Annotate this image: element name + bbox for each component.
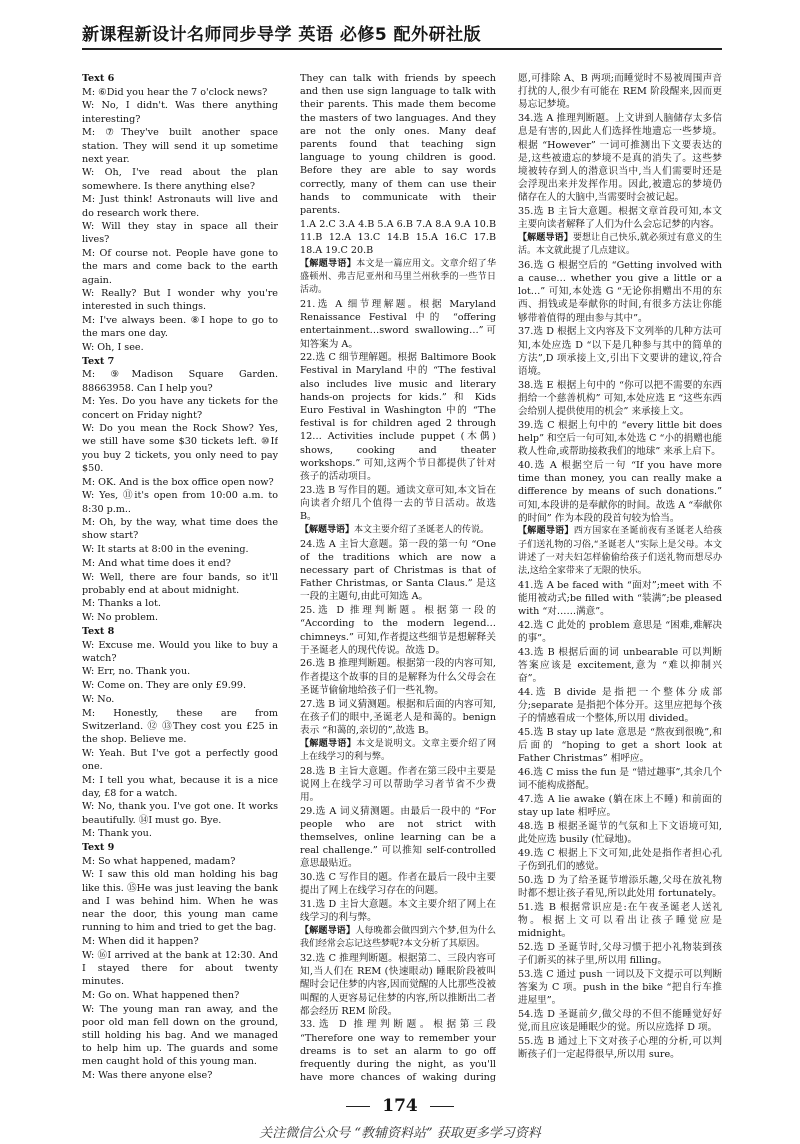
analysis-tag: 【解题导语】 [300, 926, 356, 936]
text-line: M: OK. And is the box office open now? [82, 476, 274, 488]
text-line: 23.选 B 写作目的题。通读文章可知,本文旨在向读者介绍几个值得一去的节日活动。故选 B。 [300, 484, 496, 523]
text-line: W: Excuse me. Would you like to buy a watch? [82, 639, 278, 664]
text-line: M: Was there anyone else? [82, 1070, 213, 1082]
text-line: W: I saw this old man holding his bag like this. ⑮He was just leaving the bank and I was behind him. When he was near the door, this young man came running to him and tried to get the bag. [82, 869, 278, 934]
text-line: W: It starts at 8:00 in the evening. [82, 544, 249, 556]
page-number [0, 1096, 800, 1116]
text-line: 28.选 B 主旨大意题。作者在第三段中主要是说网上在线学习可以帮助学习者节省不少费用。 [300, 765, 496, 803]
text-line: W: No problem. [82, 612, 159, 624]
analysis-note [518, 525, 722, 578]
text-line: 51.选 B 根据常识应是:在午夜圣诞老人送礼物。根据上文可以看出让孩子睡觉应是 midnight。 [518, 901, 722, 939]
analysis-tag: 【解题导语】 [300, 738, 357, 749]
text-line: W: Well, there are four bands, so it'll probably end at about midnight. [82, 571, 278, 596]
analysis-text: 人每晚都会做四到六个梦,但为什么我们经常会忘记这些梦呢?本文分析了其原因。 [300, 926, 496, 950]
section-heading: Text 9 [82, 842, 115, 854]
text-line: W: No, I didn't. Was there anything interesting? [82, 100, 278, 125]
text-line: 55.选 B 通过上下文对孩子心理的分析,可以判断孩子们一定起得很早,所以用 sure。 [518, 1035, 722, 1060]
text-line: 30.选 C 写作目的题。作者在最后一段中主要提出了网上在线学习存在的问题。 [300, 872, 496, 897]
text-line: W: No, thank you. I've got one. It works beautifully. ⑭I must go. Bye. [82, 801, 278, 826]
text-line: 46.选 C miss the fun 是 “错过趣事”,其余几个词不能构成搭配。 [518, 767, 722, 792]
text-line: W: Come on. They are only £9.99. [82, 680, 247, 692]
text-line: 44.选 B divide 是指把一个整体分成部分;separate 是指把个体分开。这里应把每个孩子的情感看成一个整体,所以用 divided。 [518, 686, 722, 725]
analysis-text: 西方国家在圣诞前夜有圣诞老人给孩子们送礼物的习俗,“圣诞老人”实际上是父母。本文讲述了一对夫妇怎样偷偷给孩子们送礼物而想尽办法,这给全家带来了无限的快乐。 [518, 526, 722, 577]
text-line: W: The young man ran away, and the poor old man fell down on the ground, still holding his bag. And we managed to help him up. The guards and some men caught hold of this young man. [82, 1003, 278, 1068]
analysis-text: 本文是说明文。文章主要介绍了网上在线学习的利与弊。 [300, 738, 496, 762]
text-line: 25.选 D 推理判断题。根据第一段的 “According to the modern legend… chimneys.” 可知,作者提这些细节是想解释关于圣诞老人的现代传说。故选 D。 [300, 605, 496, 656]
text-line: W: ⑯I arrived at the bank at 12:30. And I stayed there for about twenty minutes. [82, 949, 278, 988]
column-middle [300, 72, 496, 1082]
section-heading: Text 8 [82, 625, 115, 637]
text-line: M: I've always been. ⑧I hope to go to the mars one day. [82, 315, 278, 340]
text-line: 22.选 C 细节理解题。根据 Baltimore Book Festival in Maryland 中的 “The festival also includes live music and literary hands-on projects for kids.” 和 Kids Euro Festival in Washington 中的 “The festival is for children aged 2 through 12… Activities include puppet (木偶) shows, cooking and theater workshops.” 可知,这两个节日都提供了针对孩子的活动项目。 [300, 352, 496, 483]
text-line: W: Oh, I've read about the plan somewhere. Is there anything else? [82, 167, 278, 192]
text-line: 37.选 D 根据上文内容及下文列举的几种方法可知,本处应选 D “以下是几种参与其中的简单的方法”,D 项承接上文,引出下文要讲的建议,符合语境。 [518, 326, 722, 377]
text-line: M: Just think! Astronauts will live and do research work there. [82, 194, 278, 219]
text-line: 26.选 B 推理判断题。根据第一段的内容可知,作者提这个故事的目的是解释为什么父母会在圣诞节偷偷地给孩子们一些礼物。 [300, 658, 496, 696]
text-line: 33.选 D 推理判断题。根据第三段 “Therefore one way to remember your dreams is to set an alarm to go off frequently during the night, as you'll have more chances of waking during [300, 1019, 496, 1082]
analysis-text: 本文主要介绍了圣诞老人的传说。 [354, 524, 490, 535]
text-line: 52.选 D 圣诞节时,父母习惯于把小礼物装到孩子们新买的袜子里,所以用 filling。 [518, 941, 722, 966]
text-line: M: Oh, by the way, what time does the show start? [82, 517, 278, 542]
text-line: 48.选 B 根据圣诞节的气氛和上下文语境可知,此处应选 busily (忙碌地)。 [518, 820, 722, 846]
text-line: 39.选 C 根据上句中的 “every little bit does help” 和空后一句可知,本处选 C “小的捐赠也能救人性命,或帮助接救我们的地球” 来承上启下。 [518, 419, 722, 458]
text-line: W: No. [82, 693, 115, 705]
text-line: 43.选 B 根据后面的词 unbearable 可以判断答案应该是 excitement,意为 “难以抑制兴奋”。 [518, 646, 722, 685]
text-line: 53.选 C 通过 push 一词以及下文提示可以判断答案为 C 项。push in the bike “把自行车推进屋里”。 [518, 968, 722, 1007]
text-line: M: So what happened, madam? [82, 855, 236, 867]
section-heading: Text 7 [82, 355, 115, 367]
text-line: M: Go on. What happened then? [82, 989, 240, 1001]
text-line: 40.选 A 根据空后一句 “If you have more time than money, you can really make a difference by means of such donations.” 可知,本段讲的是奉献你的时间。故选 A “奉献你的时间” 作为本段的段首句较为恰当。 [518, 459, 722, 524]
text-line: M: And what time does it end? [82, 557, 231, 569]
page-number-dash-right [430, 1106, 454, 1107]
page-header: 新课程新设计名师同步导学 英语 必修5 配外研社版 [82, 25, 482, 45]
text-line: 34.选 A 推理判断题。上文讲到人脑储存太多信息是有害的,因此人们选择性地遗忘一些梦境。根据 “However” 一词可推测出下文要表达的是,这些被遗忘的梦境不是真的消失了。这些梦境被转存到人的潜意识当中,当人们需要时还是会浮现出来并发挥作用。因此,被遗忘的梦境仍储存在人的大脑中,当需要时会被记起。 [518, 113, 722, 204]
text-line: W: Do you mean the Rock Show? Yes, we still have some $30 tickets left. ⑩If you buy 2 tickets, you only need to pay $50. [82, 423, 278, 474]
text-line: 愿,可排除 A、B 两项;而睡觉时不易被周围声音打扰的人,很少有可能在 REM 阶段醒来,因而更易忘记梦境。 [518, 73, 722, 111]
text-line: 21.选 A 细节理解题。根据 Maryland Renaissance Festival 中的 “offering entertainment…sword swallowing…”可知答案为 A。 [300, 298, 496, 350]
text-line: M: Thanks a lot. [82, 598, 161, 610]
text-line: W: Err, no. Thank you. [82, 666, 191, 678]
analysis-tag: 【解题导语】 [300, 524, 355, 535]
text-line: 32.选 C 推理判断题。根据第二、三段内容可知,当人们在 REM (快速眼动) 睡眠阶段被叫醒时会记住梦的内容,因而觉醒的人比那些没被叫醒的人更容易记住梦的内容,所以推断出二者都会经历 REM 阶段。 [300, 952, 496, 1017]
text-line: They can talk with friends by speech and then use sign language to talk with their parents. This made them become the masters of two languages. And they are not the only ones. Many deaf parents found that teaching sign language to young children is good. Before they are able to say words correctly, many of them can use their hands to communicate with their parents. [300, 73, 496, 217]
text-line: 36.选 G 根据空后的 “Getting involved with a cause… whether you give a little or a lot…” 可知,本处选 G “无论你捐赠出不用的东西、捐钱或是奉献你的时间,有很多方法让你能够带着值得的理由参与其中”。 [518, 259, 722, 324]
analysis-note [300, 925, 496, 951]
section-heading: Text 6 [82, 73, 115, 84]
text-line: W: Will they stay in space all their lives? [82, 221, 278, 246]
text-line: M: ⑥Did you hear the 7 o'clock news? [82, 86, 268, 98]
text-line: 35.选 B 主旨大意题。根据文章首段可知,本文主要向读者解释了人们为什么会忘记梦的内容。 [518, 206, 722, 231]
text-line: W: Yes, ⑪it's open from 10:00 a.m. to 8:30 p.m.. [82, 490, 278, 515]
analysis-tag: 【解题导语】 [518, 232, 573, 243]
column-left [82, 72, 278, 1082]
footer-note: 关注微信公众号 “教辅资料站” 获取更多学习资料 [259, 1126, 541, 1141]
text-line: M: ⑦They've built another space station. They will send it up sometime next year. [82, 127, 278, 165]
text-line: 54.选 D 圣诞前夕,做父母的不但不能睡觉好好觉,而且应该是睡眠少的觉。所以应选择 D 项。 [518, 1008, 722, 1033]
text-line: 47.选 A lie awake (躺在床上不睡) 和前面的 stay up late 相呼应。 [518, 793, 722, 819]
analysis-text: 要想让自己快乐,就必须过有意义的生活。本文就此提了几点建议。 [518, 232, 722, 257]
text-line: 1.A 2.C 3.A 4.B 5.A 6.B 7.A 8.A 9.A 10.B 11.B 12.A 13.C 14.B 15.A 16.C 17.B 18.A 19.C 20.B [300, 218, 496, 257]
page-number-dash-left [346, 1106, 370, 1107]
text-line: 49.选 C 根据上下文可知,此处是指作者担心孔子伤到孔们的感觉。 [518, 847, 722, 872]
text-line: W: Yeah. But I've got a perfectly good one. [82, 747, 278, 772]
text-line: M: I tell you what, because it is a nice day, £8 for a watch. [82, 774, 278, 799]
analysis-note [300, 524, 496, 537]
analysis-note [300, 258, 496, 298]
page-number-text: 174 [382, 1096, 418, 1116]
text-line: 24.选 A 主旨大意题。第一段的第一句 “One of the traditions which are now a necessary part of Christmas is that of Father Christmas, or Santa Claus.” 是这一段的主题句,由此可知选 A。 [300, 538, 496, 603]
text-line: 27.选 B 词义猜测题。根据和后面的内容可知,在孩子们的眼中,圣诞老人是和蔼的。benign 表示 “和蔼的,亲切的”,故选 B。 [300, 698, 496, 736]
text-line: M: Yes. Do you have any tickets for the concert on Friday night? [82, 396, 278, 421]
text-line: W: Oh, I see. [82, 342, 144, 354]
analysis-text: 本文是一篇应用文。文章介绍了华盛顿州、弗吉尼亚州和马里兰州秋季的一些节日活动。 [300, 258, 496, 296]
text-line: 45.选 B stay up late 意思是 “熬夜到很晚”,和后面的 “hoping to get a short look at Father Christmas” 相呼应。 [518, 726, 722, 765]
analysis-note [300, 738, 496, 764]
text-line: 38.选 E 根据上句中的 “你可以把不需要的东西捐给一个慈善机构” 可知,本处应选 E “这些东西会给别人提供使用的机会” 来承接上文。 [518, 379, 722, 418]
text-line: M: Of course not. People have gone to the mars and come back to the earth again. [82, 248, 278, 286]
analysis-note [518, 232, 722, 258]
text-line: 42.选 C 此处的 problem 意思是 “困难,难解决的事”。 [518, 619, 722, 645]
text-line: 50.选 D 为了给圣诞节增添乐趣,父母在放礼物时都不想让孩子看见,所以此处用 fortunately。 [518, 874, 722, 899]
text-line: M: ⑨Madison Square Garden. 88663958. Can I help you? [82, 369, 278, 394]
analysis-tag: 【解题导语】 [300, 258, 357, 269]
header-rule [82, 48, 722, 50]
text-line: 29.选 A 词义猜测题。由最后一段中的 “For people who are not strict with themselves, online learning can be a real challenge.” 可以推知 self-controlled 意思最贴近。 [300, 805, 496, 870]
text-line: M: Honestly, these are from Switzerland. ⑫ ⑬They cost you £25 in the shop. Believe me. [82, 707, 278, 745]
text-line: 31.选 D 主旨大意题。本文主要介绍了网上在线学习的利与弊。 [300, 899, 496, 924]
analysis-tag: 【解题导语】 [518, 526, 574, 537]
text-line: W: Really? But I wonder why you're interested in such things. [82, 288, 278, 313]
text-line: M: Thank you. [82, 828, 152, 840]
text-line: 41.选 A be faced with “面对”;meet with 不能用被动式;be filled with “装满”;be pleased with “对……满意”。 [518, 579, 722, 618]
column-right [518, 72, 722, 1082]
text-line: M: When did it happen? [82, 936, 199, 947]
